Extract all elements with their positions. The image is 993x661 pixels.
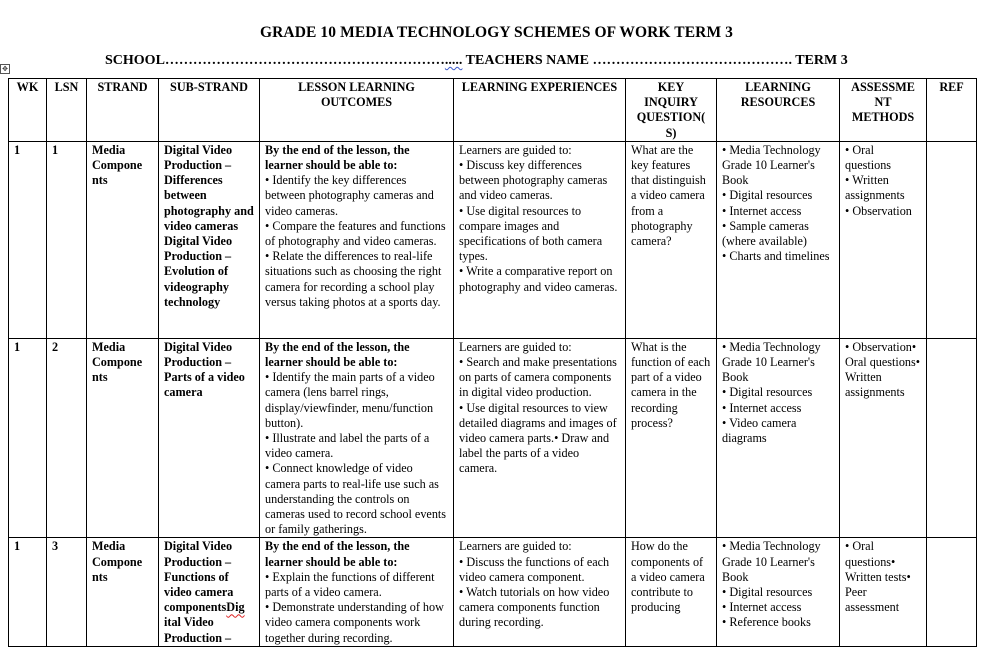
cell-inquiry: What is the function of each part of a video camera in the recording process?	[626, 338, 717, 538]
resource-item: • Sample cameras (where available)	[722, 218, 809, 249]
schemes-of-work-table	[8, 78, 977, 647]
table-move-handle-icon[interactable]: ✥	[0, 64, 10, 74]
document-title: GRADE 10 MEDIA TECHNOLOGY SCHEMES OF WORK TERM 3	[259, 24, 734, 41]
assessment-item: • Oral questions• Written tests• Peer assessment	[845, 539, 911, 615]
cell-resources	[717, 338, 840, 538]
school-teacher-line	[105, 53, 848, 69]
cell-assessment	[840, 538, 927, 646]
header-substrand: SUB-STRAND	[159, 79, 260, 142]
resource-item: • Media Technology Grade 10 Learner's Book	[722, 539, 821, 584]
substrand-text: Digital Video Production – Functions of video camera components	[164, 539, 234, 615]
header-strand: STRAND	[87, 79, 159, 142]
experience-item: • Discuss the functions of each video camera component.	[459, 554, 610, 584]
resource-item: • Digital resources	[722, 385, 813, 400]
spelling-error-squiggle: Dig	[226, 600, 245, 615]
outcomes-intro: By the end of the lesson, the learner should be able to:	[265, 539, 410, 569]
header-assessment: ASSESSME NT METHODS	[840, 79, 927, 142]
cell-wk: 1	[9, 538, 47, 646]
cell-experiences	[454, 141, 626, 338]
outcome-item: • Connect knowledge of video camera parts to real-life use such as understanding the controls on cameras used to record school events or family gatherings.	[265, 461, 447, 537]
header-resources: LEARNING RESOURCES	[717, 79, 840, 142]
experiences-intro: Learners are guided to:	[459, 539, 572, 554]
assessment-item: • Observation• Oral questions• Written assignments	[845, 339, 921, 400]
experiences-intro: Learners are guided to:	[459, 339, 572, 354]
resource-item: • Charts and timelines	[722, 249, 830, 264]
header-ref: REF	[927, 79, 977, 142]
outcome-item: • Identify the key differences between photography cameras and video cameras.	[265, 173, 434, 218]
cell-lsn: 3	[47, 538, 87, 646]
outcome-item: • Explain the functions of different parts of a video camera.	[265, 569, 435, 600]
assessment-item: • Observation	[845, 203, 912, 218]
cell-inquiry: What are the key features that distinguish a video camera from a photography camera?	[626, 141, 717, 338]
cell-assessment	[840, 141, 927, 338]
table-row	[9, 141, 977, 338]
cell-substrand: Digital Video Production – Parts of a video camera	[159, 338, 260, 538]
resource-item: • Digital resources	[722, 188, 813, 203]
table-row	[9, 338, 977, 538]
table-header-row	[9, 79, 977, 142]
outcome-item: • Illustrate and label the parts of a video camera.	[265, 431, 430, 461]
cell-experiences	[454, 338, 626, 538]
outcomes-intro: By the end of the lesson, the learner should be able to:	[265, 142, 410, 173]
header-outcomes: LESSON LEARNING OUTCOMES	[260, 79, 454, 142]
experience-item: • Write a comparative report on photography and video cameras.	[459, 264, 618, 294]
resource-item: • Reference books	[722, 615, 811, 630]
resource-item: • Video camera diagrams	[722, 415, 797, 446]
outcome-item: • Relate the differences to real-life situations such as choosing the right camera for recording a school play versus taking photos at a sports day.	[265, 249, 442, 309]
cell-strand: Media Compone nts	[87, 141, 159, 338]
resource-item: • Media Technology Grade 10 Learner's Book	[722, 142, 821, 188]
assessment-item: • Written assignments	[845, 173, 905, 203]
outcome-item: • Demonstrate understanding of how video camera components work together during recording.	[265, 600, 444, 645]
cell-inquiry: How do the components of a video camera contribute to producing	[626, 538, 717, 646]
resource-item: • Digital resources	[722, 585, 813, 600]
cell-ref	[927, 338, 977, 538]
school-label: SCHOOL……………………………………………………	[105, 53, 445, 68]
header-lsn: LSN	[47, 79, 87, 142]
substrand-text-continued: ital Video Production –	[164, 615, 232, 645]
cell-wk: 1	[9, 338, 47, 538]
outcome-item: • Compare the features and functions of photography and video cameras.	[265, 218, 446, 249]
outcome-item: • Identify the main parts of a video camera (lens barrel rings, display/viewfinder, menu/function button).	[265, 370, 435, 430]
cell-resources	[717, 141, 840, 338]
experience-item: • Watch tutorials on how video camera components function during recording.	[459, 585, 610, 630]
header-inquiry: KEY INQUIRY QUESTION( S)	[626, 79, 717, 142]
cell-ref	[927, 141, 977, 338]
header-wk: WK	[9, 79, 47, 142]
cell-assessment	[840, 338, 927, 538]
spelling-squiggle: .....	[444, 53, 463, 68]
cell-outcomes	[260, 538, 454, 646]
experience-item: • Discuss key differences between photography cameras and video cameras.	[459, 158, 608, 203]
resource-item: • Internet access	[722, 600, 802, 615]
teachers-name-label: TEACHERS NAME …………………………………….	[465, 53, 792, 68]
cell-strand: Media Compone nts	[87, 338, 159, 538]
cell-substrand: Digital Video Production – Differences between photography and video cameras Digital Video Production – Evolution of videography technology	[159, 141, 260, 338]
cell-substrand	[159, 538, 260, 646]
outcomes-intro: By the end of the lesson, the learner should be able to:	[265, 339, 410, 370]
resource-item: • Internet access	[722, 400, 802, 415]
header-experiences: LEARNING EXPERIENCES	[454, 79, 626, 142]
table-row	[9, 538, 977, 646]
resource-item: • Internet access	[722, 203, 802, 218]
term-label: TERM 3	[795, 53, 848, 68]
experience-item: • Search and make presentations on parts of camera components in digital video production.	[459, 355, 617, 400]
assessment-item: • Oral questions	[845, 142, 892, 173]
resource-item: • Media Technology Grade 10 Learner's Book	[722, 339, 821, 385]
cell-lsn: 1	[47, 141, 87, 338]
experiences-intro: Learners are guided to:	[459, 142, 572, 157]
cell-wk: 1	[9, 141, 47, 338]
cell-outcomes	[260, 338, 454, 538]
cell-resources	[717, 538, 840, 646]
experience-item: • Use digital resources to compare images and specifications of both camera types.	[459, 203, 603, 264]
cell-lsn: 2	[47, 338, 87, 538]
cell-experiences	[454, 538, 626, 646]
cell-strand: Media Compone nts	[87, 538, 159, 646]
cell-ref	[927, 538, 977, 646]
cell-outcomes	[260, 141, 454, 338]
experience-item: • Use digital resources to view detailed diagrams and images of video camera parts.• Draw and label the parts of a video camera.	[459, 400, 617, 476]
